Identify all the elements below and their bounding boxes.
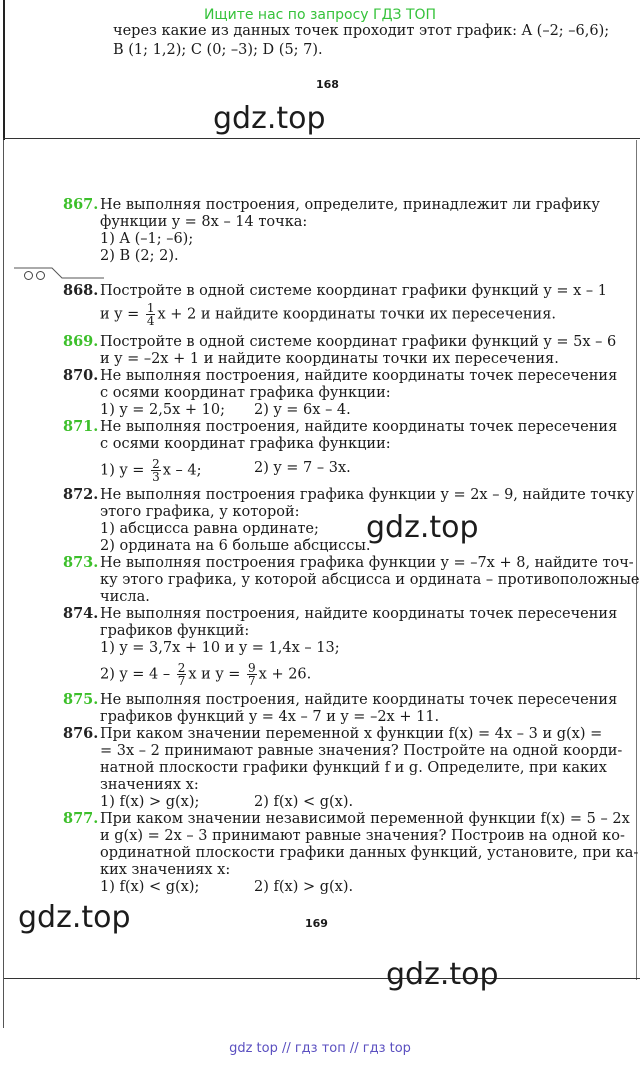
problem-text: с осями координат графика функции: [100, 385, 391, 401]
problem-number: 869. [63, 333, 99, 350]
problem-text: ординатной плоскости графики данных функций, установите, при ка- [100, 845, 639, 861]
problem-text: значениях x: [100, 777, 199, 793]
problem-number: 871. [63, 418, 99, 435]
problem-number: 876. [63, 725, 99, 742]
problem-text: Постройте в одной системе координат графики функций y = 5x – 6 [100, 334, 617, 350]
problem-870 [63, 369, 617, 384]
fraction: $\frac{9}{7}$ [248, 661, 256, 688]
problem-option: 2) ордината на 6 больше абсциссы. [100, 538, 371, 554]
problem-option: 2) f(x) > g(x). [254, 879, 354, 895]
problem-option: 1) абсцисса равна ординате; [100, 521, 319, 537]
problem-text: с осями координат графика функции: [100, 436, 391, 452]
text-part: x и y = [188, 666, 246, 683]
fraction: $\frac{2}{7}$ [177, 661, 186, 688]
prev-page-number: 168 [316, 78, 339, 91]
page-border-left-bottom [3, 978, 4, 1028]
problem-number: 877. [63, 810, 99, 827]
page-number: 169 [305, 917, 328, 930]
problem-873 [63, 556, 634, 571]
page-divider-bottom [3, 978, 640, 979]
problem-877 [63, 812, 630, 827]
problem-number: 870. [63, 367, 99, 384]
problem-text: Не выполняя построения, определите, принадлежит ли графику [100, 197, 600, 213]
problem-871 [63, 420, 617, 435]
problem-text: графиков функций: [100, 623, 250, 639]
problem-text: Не выполняя построения, найдите координаты точек пересечения [100, 368, 618, 384]
problem-option: 1) y = 3,7x + 10 и y = 1,4x – 13; [100, 640, 340, 656]
problem-text: = 3x – 2 принимают равные значения? Постройте на одной коорди- [100, 743, 623, 759]
problem-868 [63, 284, 607, 299]
text-part: x – 4; [162, 462, 202, 479]
fraction: $\frac{2}{3}$ [152, 457, 160, 484]
prev-text-line-1: через какие из данных точек проходит этот график: A (–2; –6,6); [113, 23, 610, 39]
page-border-left-top [3, 0, 5, 140]
problem-text: Не выполняя построения, найдите координаты точек пересечения [100, 692, 618, 708]
page-divider-top [3, 138, 640, 139]
watermark: gdz.top [213, 101, 326, 136]
problem-text [100, 302, 556, 327]
text-part: x + 26. [258, 666, 312, 683]
fraction: $\frac{1}{4}$ [146, 301, 155, 328]
problem-number: 875. [63, 691, 99, 708]
problem-text: ку этого графика, у которой абсцисса и ордината – противоположные [100, 572, 640, 588]
problem-option [100, 662, 311, 687]
problem-text: числа. [100, 589, 150, 605]
problem-text: графиков функций y = 4x – 7 и y = –2x + 11. [100, 709, 440, 725]
problem-875 [63, 693, 617, 708]
footer-links[interactable]: gdz top // гдз топ // гдз top [229, 1041, 411, 1056]
text-part: 2) y = 4 – [100, 666, 175, 683]
problem-text: функции y = 8x – 14 точка: [100, 214, 308, 230]
problem-text: При каком значении переменной x функции f(x) = 4x – 3 и g(x) = [100, 726, 603, 742]
text-part: x + 2 и найдите координаты точки их пересечения. [157, 306, 556, 323]
problem-number: 872. [63, 486, 99, 503]
problem-option: 1) A (–1; –6); [100, 231, 194, 247]
problem-867 [63, 198, 600, 213]
problem-number: 874. [63, 605, 99, 622]
problem-876 [63, 727, 602, 742]
problem-869 [63, 335, 616, 350]
problem-option: 1) f(x) < g(x); [100, 879, 200, 895]
problem-option: 2) B (2; 2). [100, 248, 179, 264]
problem-option: 2) f(x) < g(x). [254, 794, 354, 810]
problem-text: Не выполняя построения графика функции y = 2x – 9, найдите точку [100, 487, 635, 503]
problem-text: Не выполняя построения графика функции y = –7x + 8, найдите точ- [100, 555, 634, 571]
watermark: gdz.top [386, 957, 499, 992]
problem-option: 2) y = 6x – 4. [254, 402, 351, 418]
problem-872 [63, 488, 634, 503]
problem-text: этого графика, у которой: [100, 504, 300, 520]
problem-text: Постройте в одной системе координат графики функций y = x – 1 [100, 283, 607, 299]
search-banner[interactable]: Ищите нас по запросу ГДЗ ТОП [203, 7, 437, 23]
problem-option [100, 458, 201, 483]
problem-text: и g(x) = 2x – 3 принимают равные значения? Построив на одной ко- [100, 828, 625, 844]
problem-option: 1) f(x) > g(x); [100, 794, 200, 810]
problem-number: 867. [63, 196, 99, 213]
problem-option: 2) y = 7 – 3x. [254, 460, 351, 476]
page-border-left [3, 140, 4, 980]
problem-text: натной плоскости графики функций f и g. Определите, при каких [100, 760, 607, 776]
prev-text-line-2: B (1; 1,2); C (0; –3); D (5; 7). [113, 42, 323, 58]
problem-text: и y = –2x + 1 и найдите координаты точки их пересечения. [100, 351, 559, 367]
text-part: 1) y = [100, 462, 150, 479]
watermark: gdz.top [18, 900, 131, 935]
problem-text: ких значениях x: [100, 862, 231, 878]
problem-text: При каком значении независимой переменной функции f(x) = 5 – 2x [100, 811, 630, 827]
problem-text: Не выполняя построения, найдите координаты точек пересечения [100, 606, 618, 622]
problem-text: Не выполняя построения, найдите координаты точек пересечения [100, 419, 618, 435]
text-part: и y = [100, 306, 144, 323]
problem-option: 1) y = 2,5x + 10; [100, 402, 225, 418]
watermark: gdz.top [366, 510, 479, 545]
problem-874 [63, 607, 617, 622]
section-marker-icon [14, 270, 58, 280]
problem-number: 868. [63, 282, 99, 299]
problem-number: 873. [63, 554, 99, 571]
